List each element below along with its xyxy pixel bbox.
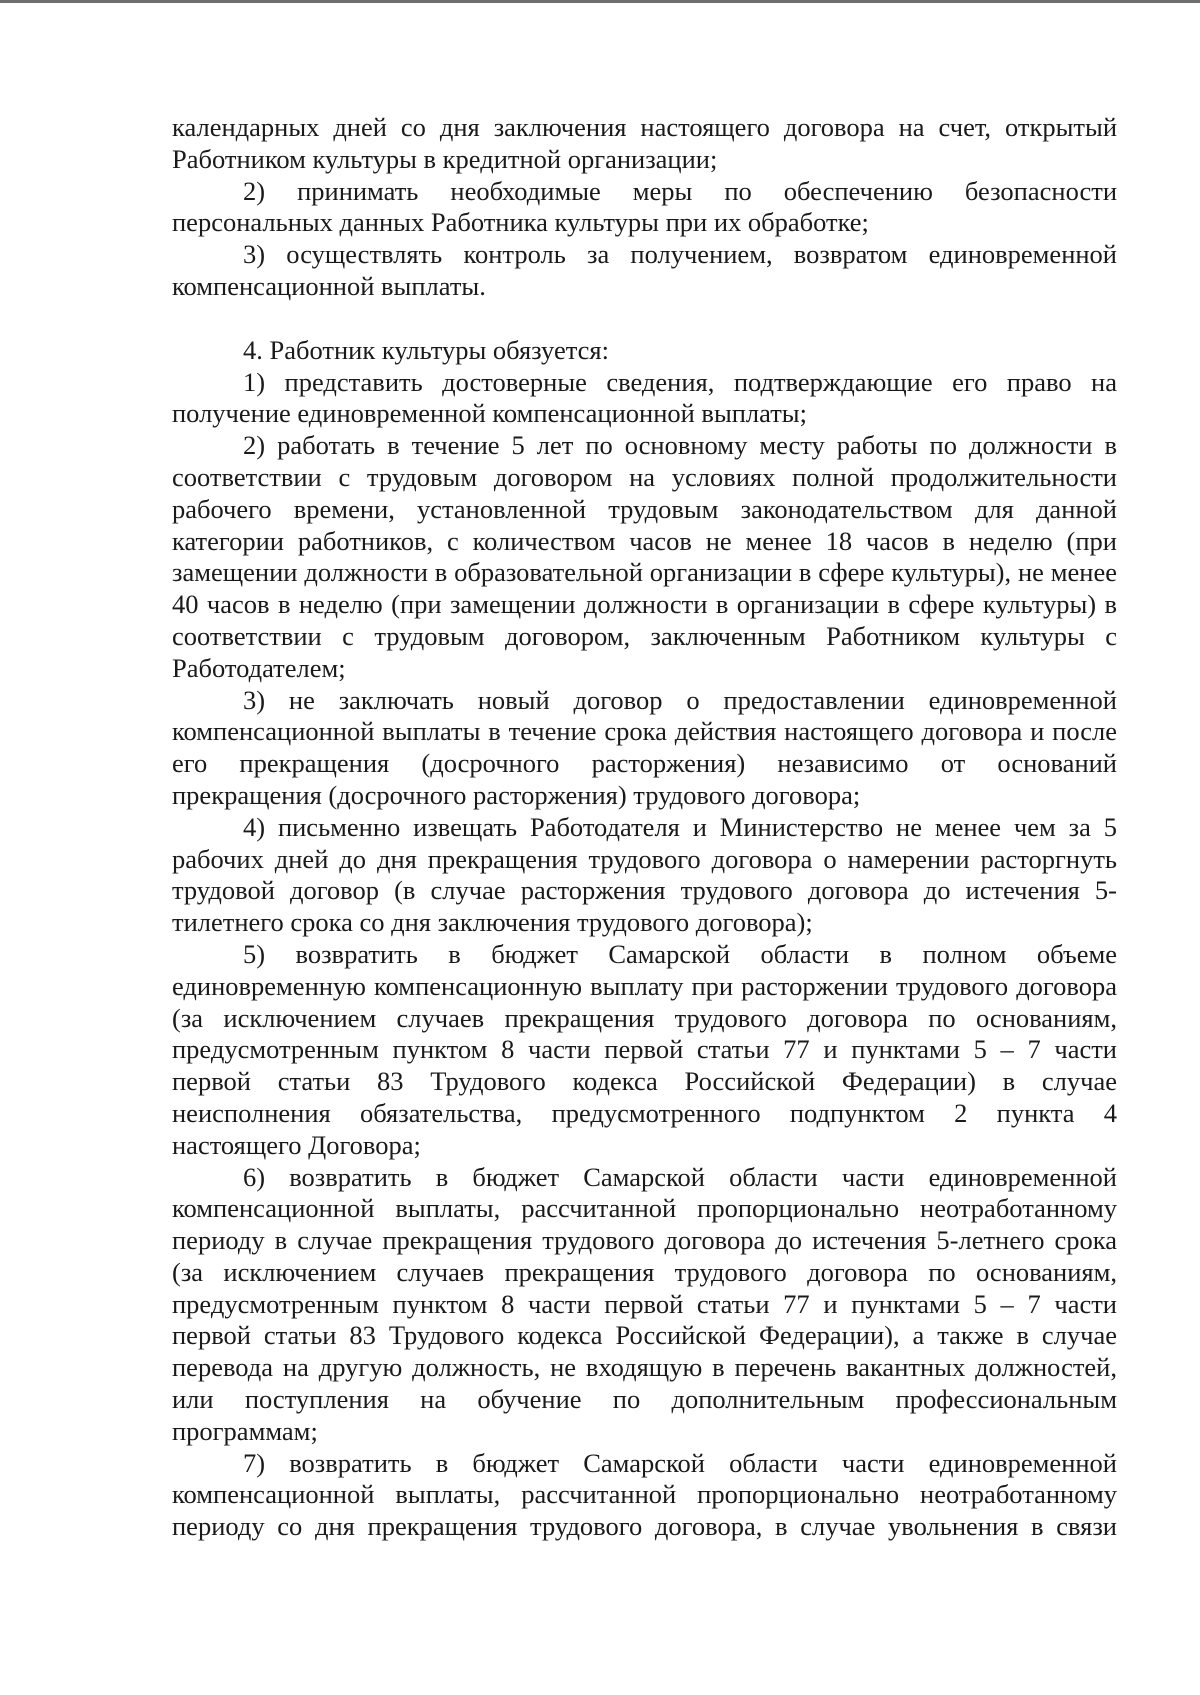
section-4-heading: 4. Работник культуры обязуется:	[243, 334, 609, 365]
paragraph-worker-duty-5: 5) возвратить в бюджет Самарской области в полном объеме единовременную компенсационную выплату при расторжении трудового договора (за исключением случаев прекращения трудового договора по основаниям, предусмотренным пунктом 8 части первой статьи 77 и пунктами 5 – 7 части первой статьи 83 Трудового кодекса Российской Федерации) в случае неисполнения обязательства, предусмотренного подпунктом 2 пункта 4 настоящего Договора;	[172, 938, 1117, 1160]
paragraph-worker-duty-2: 2) работать в течение 5 лет по основному месту работы по должности в соответствии с трудовым договором на условиях полной продолжительности рабочего времени, установленной трудовым законодательством для данной категории работников, с количеством часов не менее 18 часов в неделю (при замещении должности в образовательной организации в сфере культуры), не менее 40 часов в неделю (при замещении должности в организации в сфере культуры) в соответствии с трудовым договором, заключенным Работником культуры с Работодателем;	[172, 430, 1117, 683]
document-page	[172, 112, 1117, 1543]
paragraph-employer-duty-2: 2) принимать необходимые меры по обеспечению безопасности персональных данных Работника культуры при их обработке;	[172, 175, 1117, 238]
paragraph-worker-duty-1: 1) представить достоверные сведения, подтверждающие его право на получение единовременной компенсационной выплаты;	[172, 366, 1117, 429]
paragraph-employer-duty-1-end: календарных дней со дня заключения настоящего договора на счет, открытый Работником культуры в кредитной организации;	[172, 112, 1117, 174]
paragraph-worker-duty-7-start: 7) возвратить в бюджет Самарской области части единовременной компенсационной выплаты, рассчитанной пропорционально неотработанному периоду со дня прекращения трудового договора, в случае увольнения в связи	[172, 1447, 1117, 1542]
paragraph-worker-duty-3: 3) не заключать новый договор о предоставлении единовременной компенсационной выплаты в течение срока действия настоящего договора и после его прекращения (досрочного расторжения) независимо от оснований прекращения (досрочного расторжения) трудового договора;	[172, 684, 1117, 810]
scan-top-border	[0, 0, 1200, 3]
paragraph-worker-duty-6: 6) возвратить в бюджет Самарской области части единовременной компенсационной выплаты, рассчитанной пропорционально неотработанному периоду в случае прекращения трудового договора до истечения 5-летнего срока (за исключением случаев прекращения трудового договора по основаниям, предусмотренным пунктом 8 части первой статьи 77 и пунктами 5 – 7 части первой статьи 83 Трудового кодекса Российской Федерации), а также в случае перевода на другую должность, не входящую в перечень вакантных должностей, или поступления на обучение по дополнительным профессиональным программам;	[172, 1161, 1117, 1446]
paragraph-worker-duty-4: 4) письменно извещать Работодателя и Министерство не менее чем за 5 рабочих дней до дня прекращения трудового договора о намерении расторгнуть трудовой договор (в случае расторжения трудового договора до истечения 5-тилетнего срока со дня заключения трудового договора);	[172, 811, 1117, 938]
paragraph-employer-duty-3: 3) осуществлять контроль за получением, возвратом единовременной компенсационной выплаты.	[172, 239, 1117, 301]
